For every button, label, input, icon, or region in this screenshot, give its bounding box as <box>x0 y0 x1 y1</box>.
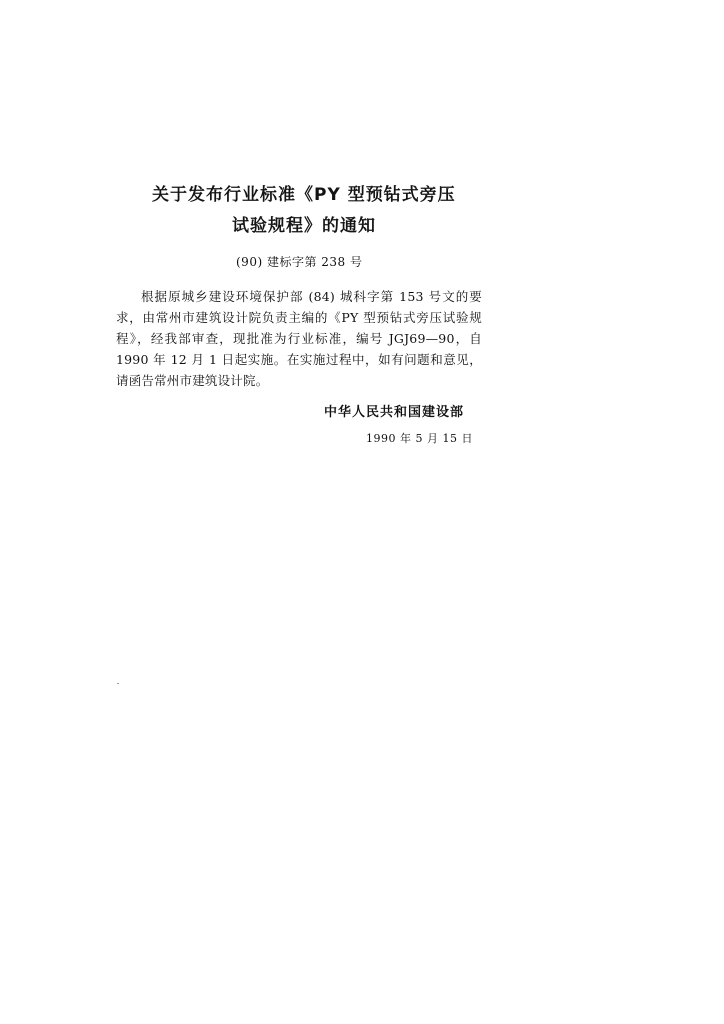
scan-speck <box>117 683 119 684</box>
notice-title-line-1: 关于发布行业标准《PY 型预钻式旁压 <box>152 185 456 205</box>
notice-title-line-2: 试验规程》的通知 <box>232 216 376 236</box>
document-number: (90) 建标字第 238 号 <box>236 255 363 269</box>
notice-body-paragraph: 根据原城乡建设环境保护部 (84) 城科字第 153 号文的要求，由常州市建筑设计院负责主编的《PY 型预钻式旁压试验规程》，经我部审查，现批准为行业标准，编号 JGJ69—90，自 1990 年 12 月 1 日起实施。在实施过程中，如有问题和意见，请函告常州市建筑设计院。 <box>116 289 482 388</box>
issue-date: 1990 年 5 月 15 日 <box>366 432 473 445</box>
issuing-authority: 中华人民共和国建设部 <box>324 405 465 420</box>
